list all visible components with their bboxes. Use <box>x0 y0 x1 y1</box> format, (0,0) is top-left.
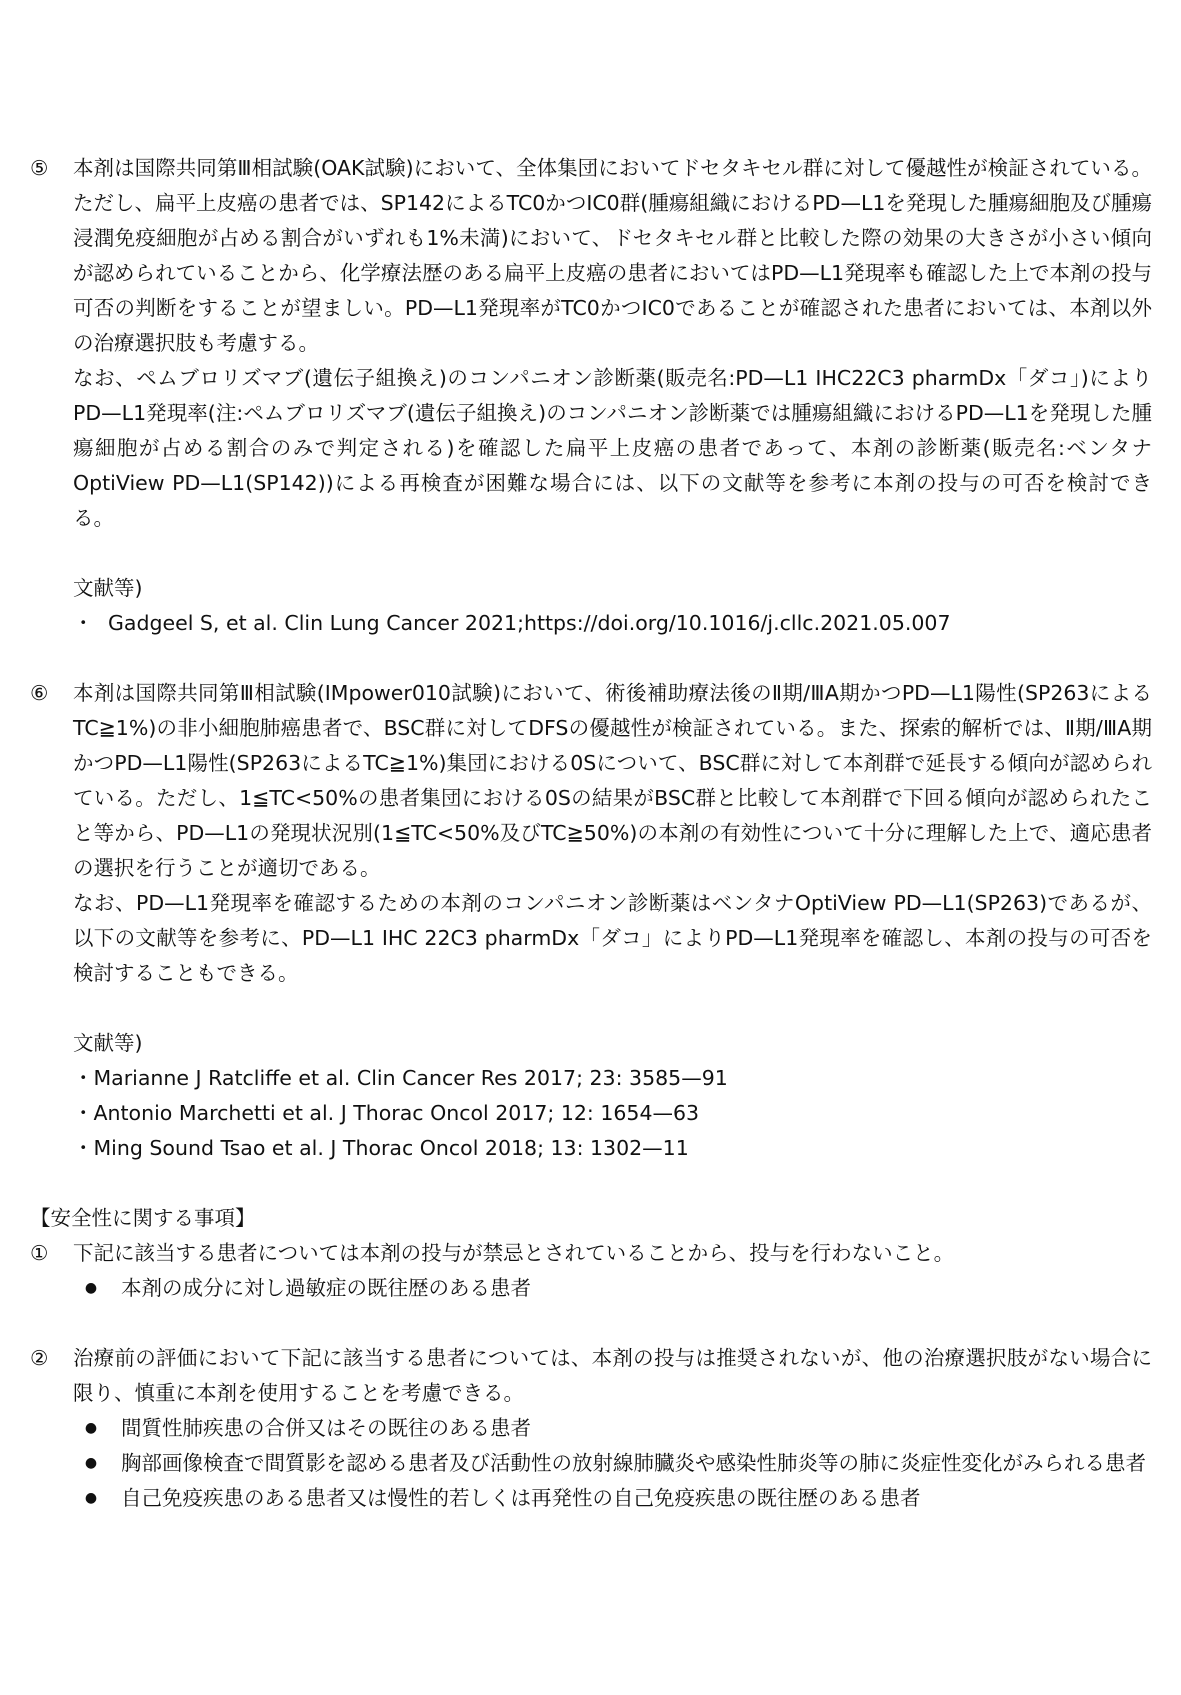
item-6-marker: ⑥ <box>30 681 49 705</box>
safety-item-1-marker: ① <box>30 1241 49 1265</box>
list-item-text: 胸部画像検査で間質影を認める患者及び活動性の放射線肺臓炎や感染性肺炎等の肺に炎症性変化がみられる患者 <box>121 1451 1146 1475</box>
list-item-text: 間質性肺疾患の合併又はその既往のある患者 <box>121 1416 531 1440</box>
item-5-paragraph-1: 本剤は国際共同第Ⅲ相試験(OAK試験)において、全体集団においてドセタキセル群に対して優越性が検証されている。ただし、扁平上皮癌の患者では、SP142によるTC0かつIC0群(腫瘍組織におけるPD—L1を発現した腫瘍細胞及び腫瘍浸潤免疫細胞が占める割合がいずれも1%未満)において、ドセタキセル群と比較した際の効果の大きさが小さい傾向が認められていることから、化学療法歴のある扁平上皮癌の患者においてはPD—L1発現率も確認した上で本剤の投与可否の判断をすることが望ましい。PD—L1発現率がTC0かつIC0であることが確認された患者においては、本剤以外の治療選択肢も考慮する。 <box>73 156 1152 355</box>
list-item <box>73 1271 1152 1306</box>
safety-item-2-text: 治療前の評価において下記に該当する患者については、本剤の投与は推奨されないが、他の治療選択肢がない場合に限り、慎重に本剤を使用することを考慮できる。 <box>73 1346 1152 1405</box>
item-6-paragraph-2: なお、PD—L1発現率を確認するための本剤のコンパニオン診断薬はベンタナOptiView PD—L1(SP263)であるが、以下の文献等を参考に、PD—L1 IHC 22C3 pharmDx「ダコ」によりPD—L1発現率を確認し、本剤の投与の可否を検討することもできる。 <box>73 891 1152 985</box>
bullet-icon: ● <box>84 1420 98 1436</box>
item-6 <box>30 676 1152 1166</box>
item-5-reference <box>73 606 1152 641</box>
list-item <box>73 1481 1152 1516</box>
safety-item-2 <box>30 1341 1152 1516</box>
item-6-references-title: 文献等) <box>73 1031 143 1055</box>
reference-text: Gadgeel S, et al. Clin Lung Cancer 2021;https://doi.org/10.1016/j.cllc.2021.05.007 <box>108 611 951 635</box>
spacer <box>30 641 1152 676</box>
list-item <box>73 1411 1152 1446</box>
item-5-marker: ⑤ <box>30 156 49 180</box>
reference-bullet: ・ <box>73 611 94 635</box>
list-item <box>73 1446 1152 1481</box>
item-6-reference-1: ・Marianne J Ratcliffe et al. Clin Cancer Res 2017; 23: 3585—91 <box>73 1066 728 1090</box>
safety-item-2-bullet-list <box>73 1411 1152 1516</box>
item-6-reference-2: ・Antonio Marchetti et al. J Thorac Oncol 2017; 12: 1654—63 <box>73 1101 700 1125</box>
list-item-text: 本剤の成分に対し過敏症の既往歴のある患者 <box>121 1276 531 1300</box>
safety-item-1-bullet-list <box>73 1271 1152 1306</box>
safety-item-1-text: 下記に該当する患者については本剤の投与が禁忌とされていることから、投与を行わないこと。 <box>73 1241 955 1265</box>
bullet-icon: ● <box>84 1490 98 1506</box>
item-5-references-title: 文献等) <box>73 576 143 600</box>
item-5 <box>30 151 1152 641</box>
safety-item-1 <box>30 1236 1152 1306</box>
document-page <box>30 151 1152 1516</box>
spacer <box>30 1166 1152 1201</box>
list-item-text: 自己免疫疾患のある患者又は慢性的若しくは再発性の自己免疫疾患の既往歴のある患者 <box>121 1486 921 1510</box>
item-6-reference-3: ・Ming Sound Tsao et al. J Thorac Oncol 2018; 13: 1302—11 <box>73 1136 689 1160</box>
item-5-paragraph-2: なお、ペムブロリズマブ(遺伝子組換え)のコンパニオン診断薬(販売名:PD—L1 IHC22C3 pharmDx「ダコ」)によりPD—L1発現率(注:ペムブロリズマブ(遺伝子組換え)のコンパニオン診断薬では腫瘍組織におけるPD—L1を発現した腫瘍細胞が占める割合のみで判定される)を確認した扁平上皮癌の患者であって、本剤の診断薬(販売名:ベンタナOptiView PD—L1(SP142))による再検査が困難な場合には、以下の文献等を参考に本剤の投与の可否を検討できる。 <box>73 366 1152 530</box>
item-6-paragraph-1: 本剤は国際共同第Ⅲ相試験(IMpower010試験)において、術後補助療法後のⅡ期/ⅢA期かつPD—L1陽性(SP263によるTC≧1%)の非小細胞肺癌患者で、BSC群に対してDFSの優越性が検証されている。また、探索的解析では、Ⅱ期/ⅢA期かつPD—L1陽性(SP263によるTC≧1%)集団における0Sについて、BSC群に対して本剤群で延長する傾向が認められている。ただし、1≦TC<50%の患者集団における0Sの結果がBSC群と比較して本剤群で下回る傾向が認められたこと等から、PD—L1の発現状況別(1≦TC<50%及びTC≧50%)の本剤の有効性について十分に理解した上で、適応患者の選択を行うことが適切である。 <box>73 681 1152 880</box>
spacer <box>30 1306 1152 1341</box>
bullet-icon: ● <box>84 1280 98 1296</box>
safety-section-title: 【安全性に関する事項】 <box>30 1206 256 1230</box>
safety-item-2-marker: ② <box>30 1346 49 1370</box>
bullet-icon: ● <box>84 1455 98 1471</box>
